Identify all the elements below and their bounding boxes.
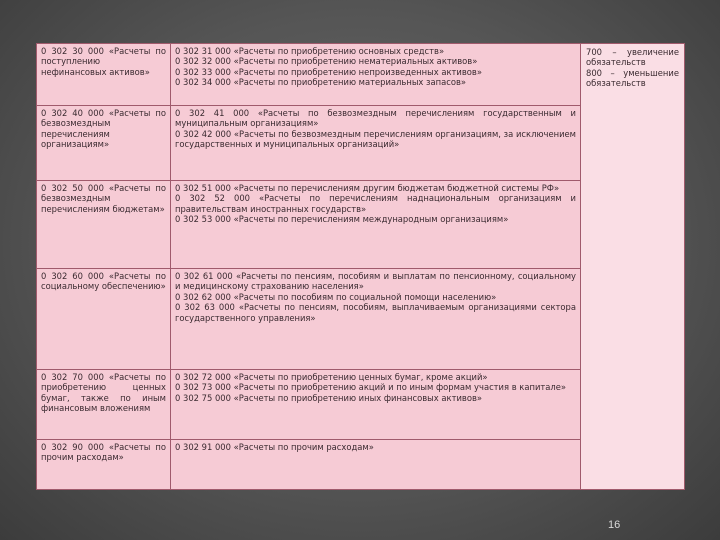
subaccounts-cell: 0 302 41 000 «Расчеты по безвозмездным перечислениям государственным и муниципальным организациям» 0 302 42 000 «Расчеты по безвозмездным перечислениям организациям, за исключением государственных и муниципальных организаций» (171, 106, 581, 181)
subaccounts-cell: 0 302 51 000 «Расчеты по перечислениям другим бюджетам бюджетной системы РФ» 0 302 52 000 «Расчеты по перечислениям наднациональным организациям и правительствам иностранных государств» 0 302 53 000 «Расчеты по перечислениям международным организациям» (171, 181, 581, 269)
accounts-table (36, 43, 684, 490)
account-cell: 0 302 70 000 «Расчеты по приобретению ценных бумаг, также по иным финансовым вложениям (37, 370, 171, 440)
subaccounts-cell: 0 302 61 000 «Расчеты по пенсиям, пособиям и выплатам по пенсионному, социальному и медицинскому страхованию населения» 0 302 62 000 «Расчеты по пособиям по социальной помощи населению» 0 302 63 000 «Расчеты по пенсиям, пособиям, выплачиваемым организациями сектора государственного управления» (171, 269, 581, 370)
account-cell: 0 302 40 000 «Расчеты по безвозмездным перечислениям организациям» (37, 106, 171, 181)
account-cell: 0 302 60 000 «Расчеты по социальному обеспечению» (37, 269, 171, 370)
table-row (37, 44, 685, 106)
decrease-note: 800 – уменьшение обязательств (586, 67, 679, 89)
subaccounts-cell: 0 302 91 000 «Расчеты по прочим расходам» (171, 440, 581, 490)
account-cell: 0 302 50 000 «Расчеты по безвозмездным перечислениям бюджетам» (37, 181, 171, 269)
account-cell: 0 302 90 000 «Расчеты по прочим расходам» (37, 440, 171, 490)
account-cell: 0 302 30 000 «Расчеты по поступлению нефинансовых активов» (37, 44, 171, 106)
increase-note: 700 – увеличение обязательств (586, 47, 679, 68)
subaccounts-cell: 0 302 31 000 «Расчеты по приобретению основных средств» 0 302 32 000 «Расчеты по приобретению нематериальных активов» 0 302 33 000 «Расчеты по приобретению непроизведенных активов» 0 302 34 000 «Расчеты по приобретению материальных запасов» (171, 44, 581, 106)
subaccounts-cell: 0 302 72 000 «Расчеты по приобретению ценных бумаг, кроме акций» 0 302 73 000 «Расчеты по приобретению акций и по иным формам участия в капитале» 0 302 75 000 «Расчеты по приобретению иных финансовых активов» (171, 370, 581, 440)
page-number: 16 (608, 519, 621, 531)
notes-cell (581, 44, 685, 490)
